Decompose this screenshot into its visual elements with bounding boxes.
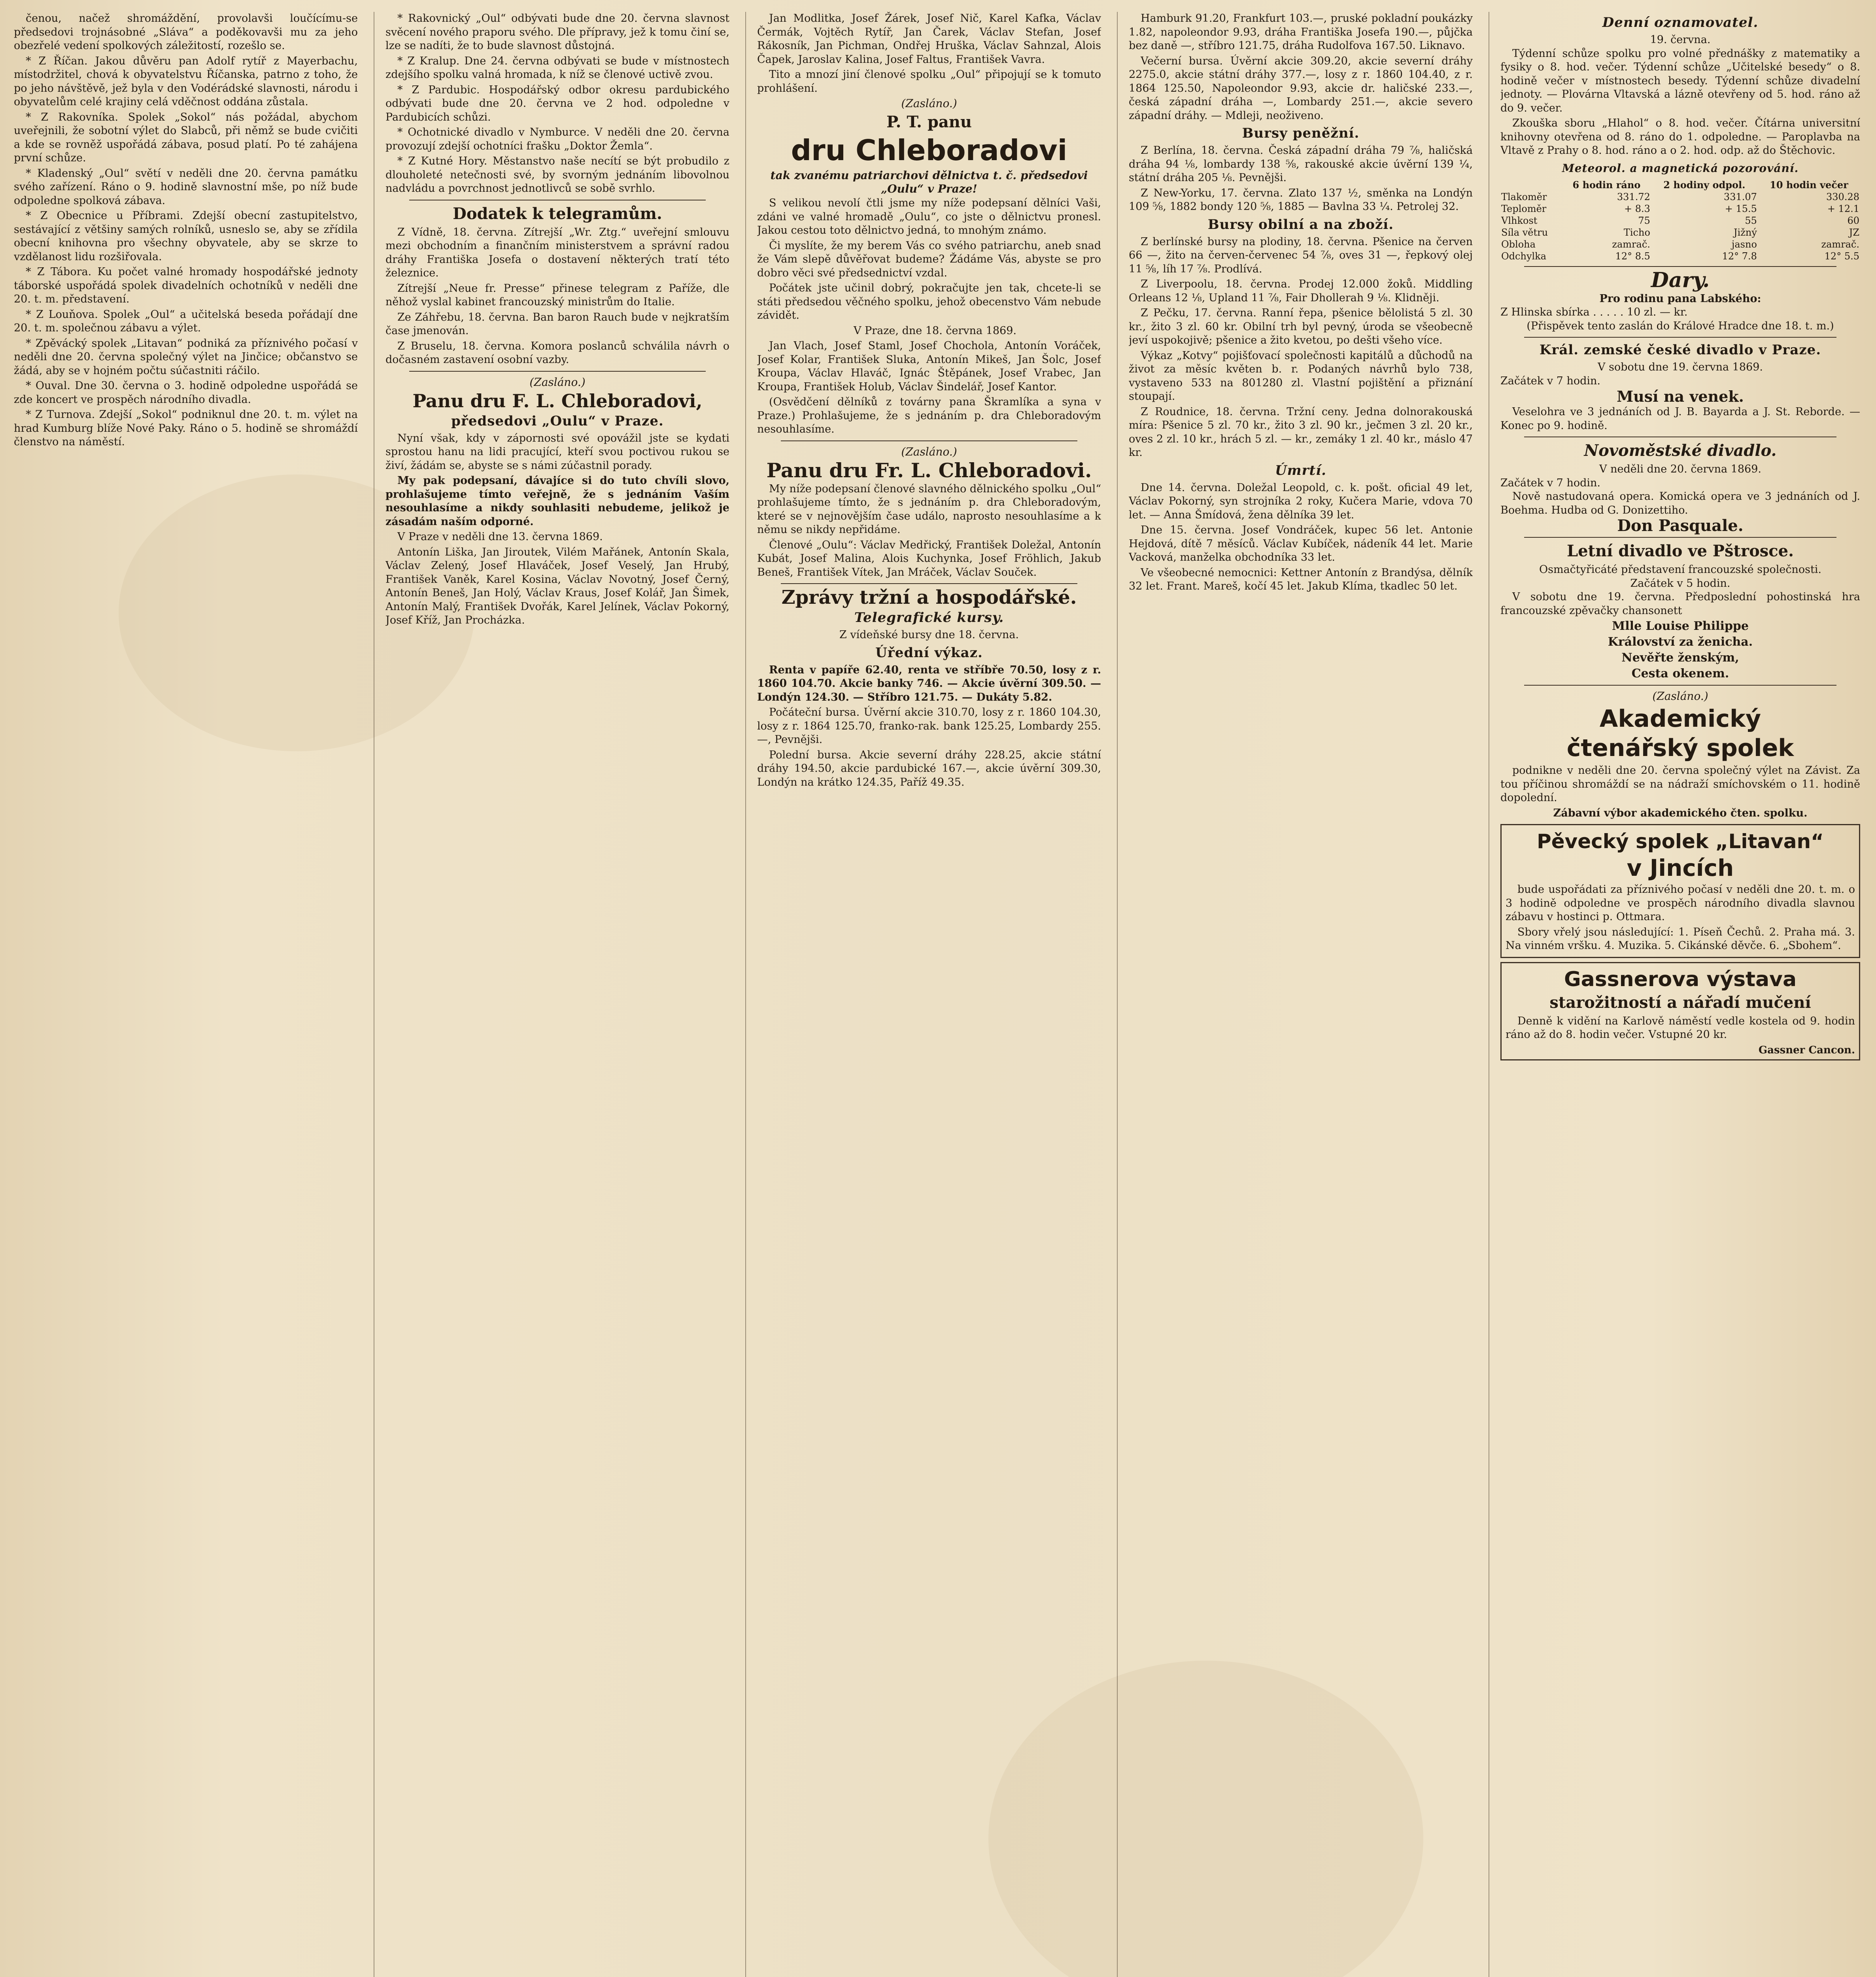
article-paragraph: * Ouval. Dne 30. června o 3. hodině odpoledne uspořádá se zde koncert ve prospěch národního divadla. <box>14 380 358 406</box>
section-heading: Zprávy tržní a hospodářské. <box>781 586 1077 609</box>
article-paragraph: * Z Louňova. Spolek „Oul“ a učitelská beseda pořádají dne 20. t. m. společnou zábavu a výlet. <box>14 308 358 334</box>
table-row <box>1500 203 1860 215</box>
article-paragraph: * Z Pardubic. Hospodářský odbor okresu pardubického odbývati bude dne 20. června ve 2 hod. odpoledne v Pardubicích schůzi. <box>385 83 729 123</box>
table-cell: 60 <box>1847 215 1859 226</box>
section-subheading: Telegrafické kursy. <box>854 610 1004 626</box>
zaslano-label: (Zasláno.) <box>901 445 957 458</box>
market-report: Výkaz „Kotvy“ pojišťovací společnosti kapitálů a důchodů na život za měsíc květen b. r. Podaných návrhů bylo 738, vystaveno 533 na 801280 zl. Vlastní pojištění a přiznání stoupají. <box>1129 349 1473 403</box>
section-heading: Dary. <box>1651 268 1710 292</box>
zaslano-label: (Zasláno.) <box>901 97 957 110</box>
article-paragraph: Tito a mnozí jiní členové spolku „Oul“ připojují se k tomuto prohlášení. <box>757 68 1101 95</box>
ad-description: bude uspořádati za příznivého počasí v neděli dne 20. t. m. o 3 hodině odpoledne ve prospěch národního divadla slavnou zábavu v hostinci p. Ottmara. <box>1506 883 1855 923</box>
table-cell: 75 <box>1638 215 1650 226</box>
divider <box>781 583 1077 584</box>
article-paragraph: čenou, načež shromáždění, provolavši loučícímu-se předsedovi trojnásobné „Sláva“ a poděkovavši mu za jeho obezřelé vedení spolkových záležitostí, rozešlo se. <box>14 12 358 52</box>
ad-heading: Pěvecký spolek „Litavan“ <box>1537 830 1824 853</box>
market-report: Z Roudnice, 18. června. Tržní ceny. Jedna dolnorakouská míra: Pšenice 5 zl. 70 kr., žito 3 zl. 90 kr., ječmen 3 zl. 20 kr., oves 2 zl. 10 kr., hrách 5 zl. — kr., zemáky 1 zl. 40 kr., máslo 47 kr. <box>1129 405 1473 459</box>
article-paragraph: * Z Kutné Hory. Městanstvo naše necítí se být probudilo z dlouholeté netečnosti své, by svorným jednáním libovolnou nadvládu a povrchnost jednotlivců se sobě svrhlo. <box>385 155 729 195</box>
article-paragraph: * Z Říčan. Jakou důvěru pan Adolf rytíř z Mayerbachu, místodržitel, chová k obyvatelstvu Říčanska, patrno z toho, že po jeho návštěvě, jež byla v den Vodérádské slavnosti, národu i obyvatelům celé krajiny celá vděčnost oddána zůstala. <box>14 55 358 108</box>
market-report: Z berlínské bursy na plodiny, 18. června. Pšenice na červen 66 —, žito na červen-červenec 54 ⅞, oves 31 —, řepkový olej 11 ⅝, líh 17 ⅞. Prodlívá. <box>1129 235 1473 275</box>
divider <box>1524 685 1836 686</box>
ad-box <box>1500 824 1860 958</box>
table-cell: 331.72 <box>1617 191 1650 202</box>
table-cell: + 15.5 <box>1725 203 1757 214</box>
ad-signature: Gassner Cancon. <box>1758 1044 1855 1056</box>
letter-paragraph: My pak podepsaní, dávajíce si do tuto chvíli slovo, prohlašujeme tímto veřejně, že s jednáním Vaším nesouhlasíme a nikdy souhlasiti nebudeme, jelikož je zásadám naším odporné. <box>385 474 729 528</box>
table-header-cell: 2 hodiny odpol. <box>1663 179 1746 191</box>
telegram-heading: Dodatek k telegramům. <box>453 204 662 223</box>
article-paragraph: * Rakovnický „Oul“ odbývati bude dne 20. června slavnost svěcení nového praporu svého. Dle přípravy, jež k tomu činí se, lze se nadíti, že to bude slavnost důstojná. <box>385 12 729 52</box>
meteo-heading: Meteorol. a magnetická pozorování. <box>1562 161 1799 175</box>
table-cell: zamrač. <box>1612 238 1650 250</box>
column-rule <box>745 12 746 1977</box>
table-cell: 330.28 <box>1826 191 1859 202</box>
ad-box <box>1500 962 1860 1061</box>
play-title: Nevěřte ženským, <box>1621 651 1739 665</box>
theatre-start: Začátek v 7 hodin. <box>1500 374 1600 387</box>
donation-heading: Pro rodinu pana Labského: <box>1599 292 1761 305</box>
table-cell: JZ <box>1849 227 1859 238</box>
obituary: Ve všeobecné nemocnici: Kettner Antonín z Brandýsa, dělník 32 let. Frant. Mareš, kočí 45 let. Jakub Klíma, tkadlec 50 let. <box>1129 566 1473 592</box>
letter-salutation: P. T. panu <box>886 113 972 131</box>
obituary: Dne 15. června. Josef Vondráček, kupec 56 let. Antonie Hejdová, dítě 7 měsíců. Václav Kubíček, nádeník 44 let. Marie Vacková, manželka obchodníka 33 let. <box>1129 524 1473 563</box>
donation-note: (Přispěvek tento zaslán do Králové Hradce dne 18. t. m.) <box>1526 319 1834 332</box>
table-header-cell: 6 hodin ráno <box>1572 179 1641 191</box>
column-5 <box>1500 12 1860 1977</box>
table-cell: 12° 8.5 <box>1615 250 1650 262</box>
column-1 <box>14 12 358 1977</box>
divider <box>409 371 706 372</box>
table-header-row <box>1500 179 1860 191</box>
article-paragraph: Jan Modlitka, Josef Žárek, Josef Nič, Karel Kafka, Václav Čermák, Vojtěch Rytíř, Jan Čarek, Václav Stefan, Josef Rákosník, Jan Pichman, Ondřej Hruška, Václav Sahnzal, Alois Čapek, Jaroslav Kalina, Josef Faltus, František Vavra. <box>757 12 1101 66</box>
letter-heading: Panu dru F. L. Chleboradovi, <box>412 390 703 412</box>
column-2 <box>385 12 729 1977</box>
signatories: Jan Vlach, Josef Staml, Josef Chochola, Antonín Voráček, Josef Kolar, František Sluka, Antonín Mikeš, Jan Šolc, Josef Kroupa, Václav Hlaváč, Ignác Štěpánek, Josef Vrabec, Jan Kroupa, František Holub, Václav Šindelář, Josef Kantor. <box>757 340 1101 393</box>
article-paragraph: * Z Turnova. Zdejší „Sokol“ podniknul dne 20. t. m. výlet na hrad Kumburg blíže Nové Paky. Ráno o 5. hodině se shromáždí členstvo na náměstí. <box>14 408 358 448</box>
meteo-table <box>1500 179 1860 262</box>
play-title: Musí na venek. <box>1617 387 1744 405</box>
table-row <box>1500 238 1860 250</box>
market-report: Renta v papíře 62.40, renta ve stříbře 70.50, losy z r. 1860 104.70. Akcie banky 746. — Akcie úvěrní 309.50. — Londýn 124.30. — Stříbro 121.75. — Dukáty 5.82. <box>757 663 1101 703</box>
letter-paragraph: Nyní však, kdy v zápornosti své opovážil jste se kydati sprostou hanu na lidi pracující, kteří svou poctivou rukou se živí, žádám se, abyste se s námi zúčastnil porady. <box>385 432 729 472</box>
notice-paragraph: Týdenní schůze spolku pro volné přednášky z matematiky a fysiky o 8. hod. večer. Týdenní schůze „Učitelské besedy“ o 8. hodině večer v místnostech besedy. Týdenní schůze divadelní jednoty. — Plovárna Vltavská a lázně otevřeny od 5. hod. ráno až do 9. večer. <box>1500 47 1860 114</box>
column-rule <box>1117 12 1118 1977</box>
ad-heading: Gassnerova výstava <box>1564 967 1797 991</box>
market-report: Hamburk 91.20, Frankfurt 103.—, pruské pokladní poukázky 1.82, napoleondor 9.93, dráha Františka Josefa 190.—, půjčka bez daně —, stříbro 121.75, dráha Rudolfova 167.50. Liknavo. <box>1129 12 1473 52</box>
table-cell: 12° 5.5 <box>1824 250 1859 262</box>
section-subheading: Z vídeňské bursy dne 18. června. <box>839 629 1019 641</box>
zaslano-label: (Zasláno.) <box>1652 690 1708 703</box>
table-header-cell: 10 hodin večer <box>1770 179 1848 191</box>
theatre-start: Začátek v 5 hodin. <box>1630 577 1731 590</box>
telegram-item: Z Vídně, 18. června. Zítrejší „Wr. Ztg.“ uveřejní smlouvu mezi obchodním a finančním ministerstvem a správní radou dráhy Františka Josefa o dostavení některých tratí této železnice. <box>385 226 729 279</box>
telegram-item: Zítrejší „Neue fr. Presse“ přinese telegram z Paříže, dle něhož vyslal kabinet francouzský ministrům do Italie. <box>385 282 729 308</box>
table-cell: Jižný <box>1733 227 1757 238</box>
ad-heading: Akademický <box>1599 705 1761 733</box>
letter-date: V Praze v neděli dne 13. června 1869. <box>397 531 603 543</box>
market-report: Z Liverpoolu, 18. června. Prodej 12.000 žoků. Middling Orleans 12 ⅛, Upland 11 ⅞, Fair Dhollerah 9 ⅛. Klidněji. <box>1129 278 1473 304</box>
table-cell: 55 <box>1745 215 1757 226</box>
divider <box>1524 266 1836 267</box>
letter-paragraph: Či myslíte, že my berem Vás co svého patriarchu, aneb snad že Vám slepě důvěřovat budeme? Žádáme Vás, abyste se pro dobro věci své předsednictví vzdal. <box>757 239 1101 279</box>
theatre-start: Začátek v 7 hodin. <box>1500 476 1600 489</box>
play-description: Veselohra ve 3 jednáních od J. B. Bayarda a J. St. Reborde. — Konec po 9. hodině. <box>1500 406 1860 432</box>
column-3 <box>757 12 1101 1977</box>
signatories: Antonín Liška, Jan Jiroutek, Vilém Mařánek, Antonín Skala, Václav Zelený, Josef Hlaváček, Josef Veselý, Jan Hrubý, František Vaněk, Karel Kosina, Václav Novotný, Josef Černý, Antonín Beneš, Jan Holý, Václav Kraus, Josef Kolář, Jan Šimek, Antonín Malý, František Dvořák, Karel Jelínek, Václav Pokorný, Josef Kříž, Jan Procházka. <box>385 546 729 626</box>
ad-program: Sbory vřelý jsou následující: 1. Píseň Čechů. 2. Praha má. 3. Na vinném vršku. 4. Muzika. 5. Cikánské děvče. 6. „Sbohem“. <box>1506 926 1855 952</box>
divider <box>1524 537 1836 538</box>
market-report: Z Pečku, 17. června. Ranní řepa, pšenice bělolistá 5 zl. 30 kr., žito 3 zl. 60 kr. Obilní trh byl pevný, úroda se všeobecně jeví uspokojivě; pšenice a žito kvetou, po dešti všeho více. <box>1129 307 1473 346</box>
divider <box>1524 337 1836 338</box>
section-subheading: Úřední výkaz. <box>875 645 983 661</box>
article-paragraph: * Z Tábora. Ku počet valné hromady hospodářské jednoty táborské uspořádá spolek divadelních ochotníků v neděli dne 20. t. m. představení. <box>14 266 358 305</box>
letter-heading: dru Chleboradovi <box>791 134 1067 167</box>
letter-date: V Praze, dne 18. června 1869. <box>853 324 1016 337</box>
table-cell: Teploměr <box>1501 203 1547 214</box>
table-row <box>1500 250 1860 262</box>
letter-subheading: předsedovi „Oulu“ v Praze. <box>451 413 664 429</box>
table-cell: 331.07 <box>1723 191 1757 202</box>
section-heading: Denní oznamovatel. <box>1602 15 1759 30</box>
letter-paragraph: Počátek jste učinil dobrý, pokračujte jen tak, chcete-li se státi předsedou věčného spolku, jehož obecenstvo Vám nebude závidět. <box>757 282 1101 321</box>
theatre-date: V neděli dne 20. června 1869. <box>1599 463 1761 475</box>
table-header-cell <box>1500 179 1562 191</box>
donation-item: Z Hlinska sbírka . . . . . 10 zl. — kr. <box>1500 306 1688 318</box>
performer-name: Mlle Louise Philippe <box>1612 619 1749 633</box>
theatre-heading: Letní divadlo ve Pštrosce. <box>1566 542 1794 560</box>
play-title: Don Pasquale. <box>1617 516 1744 535</box>
ad-heading: v Jincích <box>1627 854 1734 881</box>
theatre-heading: Novoměstské divadlo. <box>1584 441 1777 460</box>
ad-description: Denně k vidění na Karlově náměstí vedle kostela od 9. hodin ráno až do 8. hodin večer. Vstupné 20 kr. <box>1506 1015 1855 1041</box>
letter-paragraph: (Osvědčení dělníků z továrny pana Škramlíka a syna v Praze.) Prohlašujeme, že s jednáním p. dra Chleboradovým nesouhlasíme. <box>757 396 1101 435</box>
notice-paragraph: Zkouška sboru „Hlahol“ o 8. hod. večer. Čítárna universitní knihovny otevřena od 8. ráno do 1. odpoledne. — Paroplavba na Vltavě z Prahy o 8. hod. ráno a o 2. hod. odp. až do Štěchovic. <box>1500 117 1860 157</box>
play-title: Království za ženicha. <box>1608 635 1753 649</box>
section-heading: Bursy peněžní. <box>1242 125 1360 141</box>
table-cell: jasno <box>1731 238 1757 250</box>
zaslano-label: (Zasláno.) <box>529 375 586 389</box>
section-heading: Bursy obilní a na zboží. <box>1207 216 1394 232</box>
market-report: Z Berlína, 18. června. Česká západní dráha 79 ⅞, haličská dráha 94 ⅛, lombardy 138 ⅝, rakouské akcie úvěrní 139 ¼, státní dráha 205 ⅛. Pevnějši. <box>1129 144 1473 184</box>
theatre-heading: Král. zemské české divadlo v Praze. <box>1539 342 1821 358</box>
market-report: Z New-Yorku, 17. června. Zlato 137 ½, směnka na Londýn 109 ⅝, 1882 bondy 120 ⅝, 1885 — Bavlna 33 ¼. Petrolej 32. <box>1129 187 1473 213</box>
obituary: Dne 14. června. Doležal Leopold, c. k. pošt. oficial 49 let, Václav Pokorný, syn strojníka 2 roky, Kučera Marie, vdova 70 let. — Anna Šmídová, žena dělníka 39 let. <box>1129 481 1473 521</box>
table-cell: Síla větru <box>1501 227 1548 238</box>
table-row <box>1500 215 1860 227</box>
telegram-item: Ze Záhřebu, 18. června. Ban baron Rauch bude v nejkratším čase jmenován. <box>385 311 729 337</box>
table-cell: Oblohа <box>1501 238 1536 250</box>
table-cell: + 8.3 <box>1624 203 1650 214</box>
article-paragraph: * Ochotnické divadlo v Nymburce. V neděli dne 20. června provozují zdejší ochotníci frašku „Doktor Žemla“. <box>385 126 729 152</box>
table-cell: Odchylka <box>1501 250 1547 262</box>
letter-heading: Panu dru Fr. L. Chleboradovi. <box>766 458 1092 482</box>
divider <box>781 440 1077 441</box>
letter-paragraph: S velikou nevolí čtli jsme my níže podepsaní dělníci Vaši, zdáni ve valné hromadě „Oulu“, co jste o dělnictvu pronesl. Jakou cestou toto dělnictvo jedná, to mnohým známo. <box>757 197 1101 236</box>
table-cell: Vlhkost <box>1501 215 1538 226</box>
column-4 <box>1129 12 1473 1977</box>
article-paragraph: * Z Kralup. Dne 24. června odbývati se bude v místnostech zdejšího spolku valná hromada, k níž se členové uctivě zvou. <box>385 55 729 81</box>
table-cell: Tlakoměr <box>1501 191 1547 202</box>
play-description: Nově nastudovaná opera. Komická opera ve 3 jednáních od J. Boehma. Hudba od G. Donizettiho. <box>1500 490 1860 516</box>
table-row <box>1500 227 1860 238</box>
market-report: Polední bursa. Akcie severní dráhy 228.25, akcie státní dráhy 194.50, akcie pardubické 167.—, akcie úvěrní 309.30, Londýn na krátko 124.35, Paříž 49.35. <box>757 748 1101 788</box>
article-paragraph: * Z Rakovníka. Spolek „Sokol“ nás požádal, abychom uveřejnili, že sobotní výlet do Slabců, při němž se bude cvičiti a kde se rovněž uspořádá zábava, posud platí. Po té zahájena první schůze. <box>14 111 358 164</box>
signatories: Členové „Oulu“: Václav Medřický, František Doležal, Antonín Kubát, Josef Malina, Alois Kuchynka, Josef Fröhlich, Jakub Beneš, František Vítek, Jan Mráček, Václav Souček. <box>757 539 1101 578</box>
table-cell: + 12.1 <box>1827 203 1859 214</box>
ad-signature: Zábavní výbor akademického čten. spolku. <box>1553 807 1808 819</box>
section-heading: Úmrtí. <box>1275 462 1326 478</box>
table-cell: zamrač. <box>1821 238 1859 250</box>
article-paragraph: * Zpěvácký spolek „Litavan“ podniká za příznivého počasí v neděli dne 20. června společný výlet na Jinčice; občanstvo se žádá, aby se v hojném počtu súčastniti ráčilo. <box>14 337 358 377</box>
market-report: Počáteční bursa. Úvěrní akcie 310.70, losy z r. 1860 104.30, losy z r. 1864 125.70, franko-rak. bank 125.25, Lombardy 255.—, Pevnějši. <box>757 706 1101 746</box>
ad-heading: čtenářský spolek <box>1566 734 1794 762</box>
theatre-note: Osmačtyřicáté představení francouzské společnosti. <box>1539 563 1822 576</box>
telegram-item: Z Bruselu, 18. června. Komora poslanců schválila návrh o dočasném zastavení osobní vazby. <box>385 340 729 366</box>
table-cell: 12° 7.8 <box>1722 250 1757 262</box>
play-title: Cesta okenem. <box>1631 667 1729 680</box>
table-cell: Ticho <box>1623 227 1650 238</box>
ad-heading: starožitností a nářadí mučení <box>1549 993 1811 1012</box>
table-row <box>1500 191 1860 203</box>
letter-subheading: tak zvanému patriarchovi dělnictva t. č. předsedovi „Oulu“ v Praze! <box>770 169 1088 195</box>
article-paragraph: * Z Obecnice u Příbrami. Zdejší obecní zastupitelstvo, sestávající z většiny samých rolníků, usneslo se, aby se zřídila obecní knihovna pro všechny obyvatele, aby se skrze to vzdělanost lidu rozšiřovala. <box>14 210 358 263</box>
section-date: 19. června. <box>1650 34 1711 46</box>
ad-description: podnikne v neděli dne 20. června společný výlet na Závist. Za tou příčinou shromáždí se na nádraží smíchovském o 11. hodině dopolední. <box>1500 764 1860 804</box>
market-report: Večerní bursa. Úvěrní akcie 309.20, akcie severní dráhy 2275.0, akcie státní dráhy 377.—, losy z r. 1860 104.40, z r. 1864 125.50, Napoleondor 9.93, akcie dr. haličské 233.—, česká západní dráha —, Lombardy 251.—, akcie severo západní dráhy. — Mdleji, neoživeno. <box>1129 55 1473 122</box>
article-paragraph: * Kladenský „Oul“ světí v neděli dne 20. června památku svého zařízení. Ráno o 9. hodině slavnostní mše, po níž bude odpoledne spolková zábava. <box>14 167 358 207</box>
letter-paragraph: My níže podepsaní členové slavného dělnického spolku „Oul“ prohlašujeme tímto, že s jednáním p. dra Chleboradovým, které se v nejnovějším čase událo, naprosto nesouhlasíme a k němu se nikdy nepřidáme. <box>757 482 1101 536</box>
play-description: V sobotu dne 19. června. Předposlední pohostinská hra francouzské zpěvačky chansonett <box>1500 591 1860 617</box>
theatre-date: V sobotu dne 19. června 1869. <box>1598 361 1763 373</box>
